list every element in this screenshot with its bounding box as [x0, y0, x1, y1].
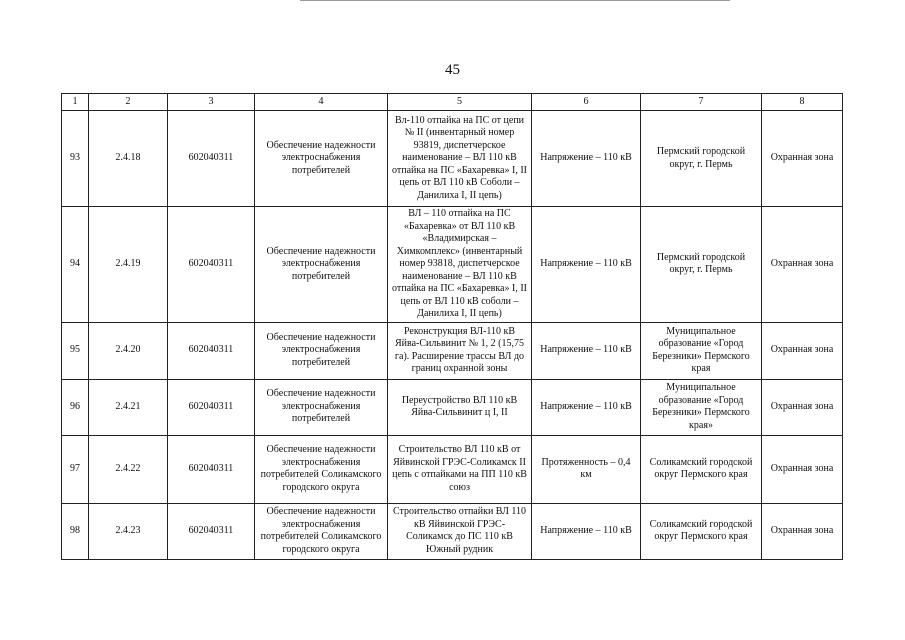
top-border-line: [300, 0, 730, 1]
zone-cell: Охранная зона: [762, 207, 843, 323]
object-code-cell: 602040311: [168, 207, 255, 323]
location-cell: Пермский городской округ, г. Пермь: [641, 207, 762, 323]
zone-cell: Охранная зона: [762, 503, 843, 559]
header-cell: 1: [62, 94, 89, 111]
row-number-cell: 96: [62, 379, 89, 435]
object-code-cell: 602040311: [168, 435, 255, 503]
row-number-cell: 94: [62, 207, 89, 323]
location-cell: Муниципальное образование «Город Березники» Пермского края: [641, 322, 762, 379]
object-name-cell: Вл-110 отпайка на ПС от цепи № II (инвентарный номер 93819, диспетчерское наименование – ВЛ 110 кВ отпайка на ПС «Бахаревка» I, II цепь от ВЛ 110 кВ Соболи – Данилиха I, II цепь): [388, 111, 532, 207]
object-name-cell: Реконструкция ВЛ-110 кВ Яйва-Сильвинит № 1, 2 (15,75 га). Расширение трассы ВЛ до границ охранной зоны: [388, 322, 532, 379]
header-cell: 8: [762, 94, 843, 111]
item-code-cell: 2.4.21: [89, 379, 168, 435]
object-name-cell: ВЛ – 110 отпайка на ПС «Бахаревка» от ВЛ 110 кВ «Владимирская – Химкомплекс» (инвентарный номер 93818, диспетчерское наименование – ВЛ 110 кВ отпайка на ПС «Бахаревка» I, II цепь от ВЛ 110 кВ соболи – Данилиха I, II цепь): [388, 207, 532, 323]
zone-cell: Охранная зона: [762, 379, 843, 435]
header-cell: 3: [168, 94, 255, 111]
characteristic-cell: Напряжение – 110 кВ: [532, 322, 641, 379]
row-number-cell: 98: [62, 503, 89, 559]
table-row: [62, 207, 843, 323]
zone-cell: Охранная зона: [762, 322, 843, 379]
item-code-cell: 2.4.19: [89, 207, 168, 323]
characteristic-cell: Протяженность – 0,4 км: [532, 435, 641, 503]
object-name-cell: Строительство отпайки ВЛ 110 кВ Яйвинской ГРЭС-Соликамск до ПС 110 кВ Южный рудник: [388, 503, 532, 559]
item-code-cell: 2.4.18: [89, 111, 168, 207]
location-cell: Соликамский городской округ Пермского края: [641, 435, 762, 503]
item-code-cell: 2.4.20: [89, 322, 168, 379]
page-number: 45: [445, 62, 460, 78]
item-code-cell: 2.4.22: [89, 435, 168, 503]
object-name-cell: Переустройство ВЛ 110 кВ Яйва-Сильвинит ц I, II: [388, 379, 532, 435]
characteristic-cell: Напряжение – 110 кВ: [532, 379, 641, 435]
row-number-cell: 93: [62, 111, 89, 207]
zone-cell: Охранная зона: [762, 435, 843, 503]
characteristic-cell: Напряжение – 110 кВ: [532, 503, 641, 559]
header-cell: 5: [388, 94, 532, 111]
header-cell: 4: [255, 94, 388, 111]
table-row: [62, 111, 843, 207]
object-code-cell: 602040311: [168, 379, 255, 435]
location-cell: Муниципальное образование «Город Березники» Пермского края»: [641, 379, 762, 435]
header-cell: 6: [532, 94, 641, 111]
table-row: [62, 435, 843, 503]
row-number-cell: 95: [62, 322, 89, 379]
header-cell: 7: [641, 94, 762, 111]
location-cell: Пермский городской округ, г. Пермь: [641, 111, 762, 207]
purpose-cell: Обеспечение надежности электроснабжения потребителей Соликамского городского округа: [255, 435, 388, 503]
table-row: [62, 503, 843, 559]
table-row: [62, 379, 843, 435]
location-cell: Соликамский городской округ Пермского края: [641, 503, 762, 559]
purpose-cell: Обеспечение надежности электроснабжения потребителей: [255, 111, 388, 207]
characteristic-cell: Напряжение – 110 кВ: [532, 207, 641, 323]
row-number-cell: 97: [62, 435, 89, 503]
data-table: [61, 93, 843, 560]
header-cell: 2: [89, 94, 168, 111]
object-code-cell: 602040311: [168, 322, 255, 379]
purpose-cell: Обеспечение надежности электроснабжения потребителей: [255, 207, 388, 323]
item-code-cell: 2.4.23: [89, 503, 168, 559]
purpose-cell: Обеспечение надежности электроснабжения потребителей: [255, 322, 388, 379]
object-name-cell: Строительство ВЛ 110 кВ от Яйвинской ГРЭС-Соликамск II цепь с отпайками на ПП 110 кВ союз: [388, 435, 532, 503]
table-row: [62, 322, 843, 379]
object-code-cell: 602040311: [168, 503, 255, 559]
header-row: [62, 94, 843, 111]
characteristic-cell: Напряжение – 110 кВ: [532, 111, 641, 207]
purpose-cell: Обеспечение надежности электроснабжения потребителей Соликамского городского округа: [255, 503, 388, 559]
purpose-cell: Обеспечение надежности электроснабжения потребителей: [255, 379, 388, 435]
zone-cell: Охранная зона: [762, 111, 843, 207]
object-code-cell: 602040311: [168, 111, 255, 207]
